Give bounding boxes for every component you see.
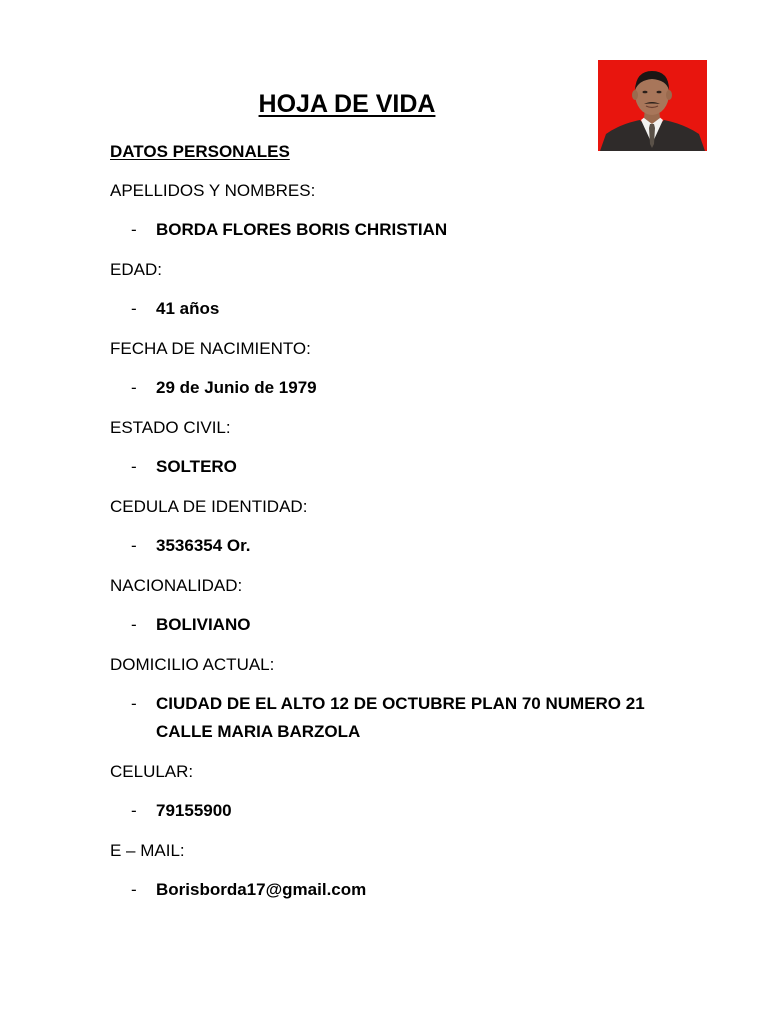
field-label-nationality: NACIONALIDAD: — [110, 576, 243, 595]
field-value-nationality — [131, 611, 250, 639]
document-title: HOJA DE VIDA — [258, 90, 436, 118]
field-value-age — [131, 295, 219, 323]
bullet-dash: - — [131, 299, 137, 318]
field-value-full-name — [131, 216, 447, 244]
field-label-cellphone: CELULAR: — [110, 762, 194, 781]
id-card-value: 3536354 Or. — [156, 536, 251, 555]
full-name-value: BORDA FLORES BORIS CHRISTIAN — [156, 220, 448, 239]
birth-date-value: 29 de Junio de 1979 — [156, 378, 317, 397]
bullet-dash: - — [131, 220, 137, 239]
age-value: 41 años — [156, 299, 220, 318]
cellphone-value: 79155900 — [156, 801, 232, 820]
field-label-marital-status: ESTADO CIVIL: — [110, 418, 231, 437]
bullet-dash: - — [131, 457, 137, 476]
bullet-dash: - — [131, 615, 137, 634]
field-value-email — [131, 876, 366, 904]
nationality-value: BOLIVIANO — [156, 615, 251, 634]
marital-status-value: SOLTERO — [156, 457, 237, 476]
bullet-dash: - — [131, 536, 137, 555]
field-value-id-card — [131, 532, 251, 560]
field-value-birth-date — [131, 374, 317, 402]
bullet-dash: - — [131, 880, 137, 899]
field-label-full-name: APELLIDOS Y NOMBRES: — [110, 181, 316, 200]
field-value-cellphone — [131, 797, 232, 825]
bullet-dash: - — [131, 694, 137, 713]
address-value: CIUDAD DE EL ALTO 12 DE OCTUBRE PLAN 70 NUMERO 21 CALLE MARIA BARZOLA — [156, 694, 645, 741]
field-label-id-card: CEDULA DE IDENTIDAD: — [110, 497, 308, 516]
field-value-address — [131, 690, 666, 746]
bullet-dash: - — [131, 378, 137, 397]
profile-photo — [598, 60, 707, 151]
field-value-marital-status — [131, 453, 237, 481]
field-label-age: EDAD: — [110, 260, 162, 279]
section-heading-personal-data: DATOS PERSONALES — [110, 142, 290, 161]
field-label-email: E – MAIL: — [110, 841, 185, 860]
field-label-birth-date: FECHA DE NACIMIENTO: — [110, 339, 311, 358]
email-value: Borisborda17@gmail.com — [156, 880, 367, 899]
bullet-dash: - — [131, 801, 137, 820]
field-label-address: DOMICILIO ACTUAL: — [110, 655, 275, 674]
